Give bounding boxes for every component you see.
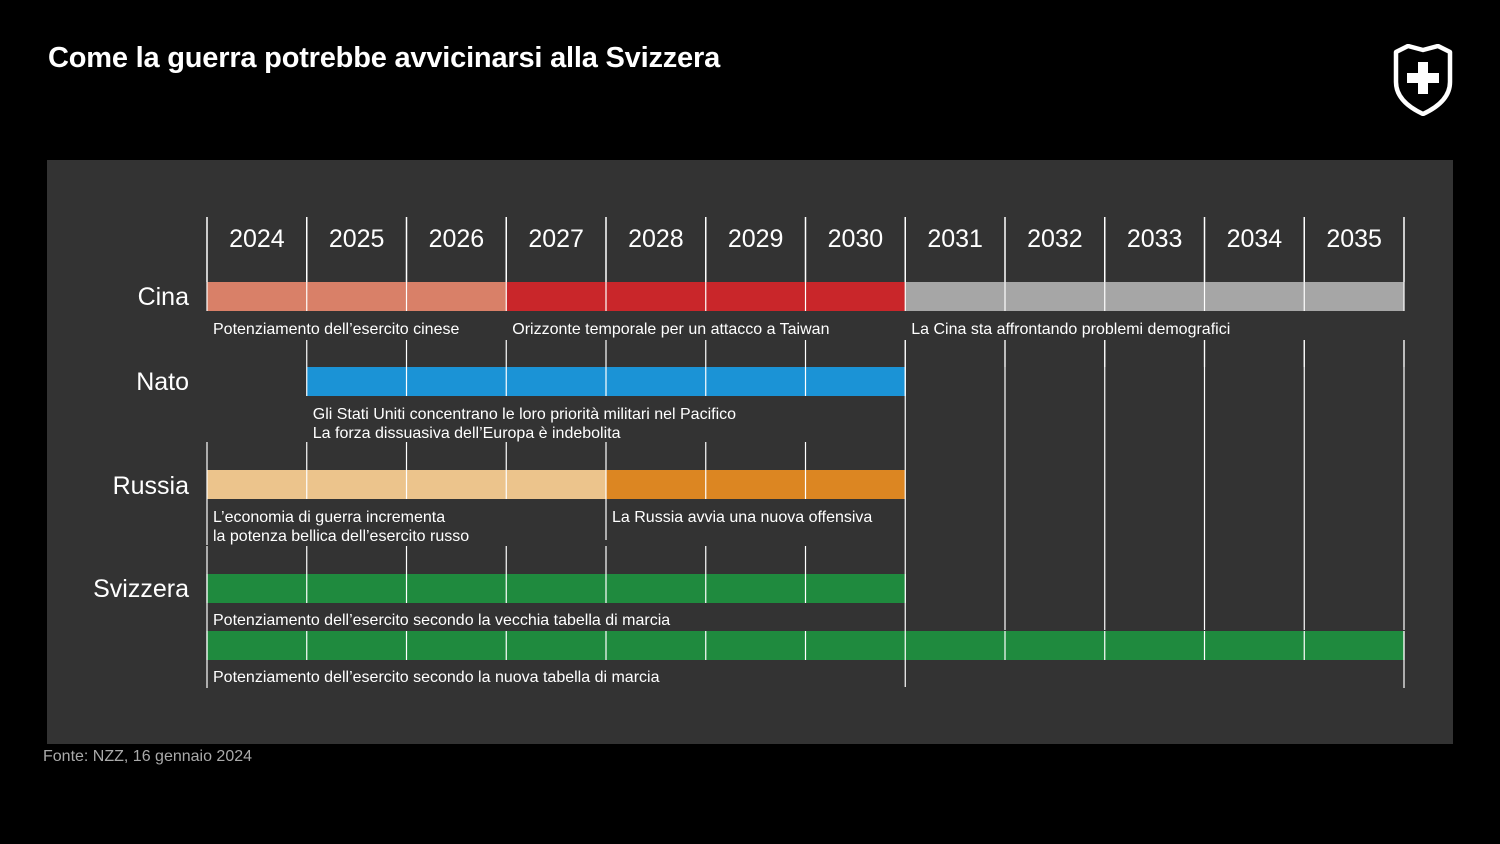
swiss-shield-cross-icon — [1390, 44, 1456, 116]
row-label: Cina — [137, 283, 189, 311]
timeline-bar — [606, 470, 905, 499]
year-label: 2035 — [1326, 225, 1382, 253]
bar-label: Potenziamento dell’esercito secondo la vecchia tabella di marcia — [213, 612, 671, 629]
year-label: 2031 — [927, 225, 983, 253]
timeline-bar — [207, 574, 905, 603]
row-label: Nato — [136, 368, 189, 396]
year-label: 2034 — [1226, 225, 1283, 253]
year-label: 2030 — [827, 225, 884, 253]
bar-label: La forza dissuasiva dell’Europa è indebolita — [312, 425, 621, 442]
bar-label: la potenza bellica dell’esercito russo — [213, 528, 470, 545]
bar-label: Potenziamento dell’esercito cinese — [213, 321, 460, 338]
year-label: 2029 — [727, 225, 784, 253]
row-label: Russia — [112, 472, 189, 500]
bar-label: La Russia avvia una nuova offensiva — [612, 509, 873, 526]
bar-label: Potenziamento dell’esercito secondo la nuova tabella di marcia — [213, 669, 660, 686]
year-label: 2027 — [528, 225, 584, 253]
bar-label: Orizzonte temporale per un attacco a Taiwan — [512, 321, 830, 338]
year-label: 2025 — [328, 225, 385, 253]
chart-title: Come la guerra potrebbe avvicinarsi alla Svizzera — [48, 42, 720, 74]
row-label: Svizzera — [93, 575, 189, 603]
bar-label: Gli Stati Uniti concentrano le loro priorità militari nel Pacifico — [312, 406, 737, 423]
year-label: 2033 — [1126, 225, 1183, 253]
bar-label: L’economia di guerra incrementa — [213, 509, 446, 526]
year-label: 2024 — [229, 225, 285, 253]
timeline-bar — [207, 282, 506, 311]
bar-label: La Cina sta affrontando problemi demografici — [911, 321, 1231, 338]
timeline-chart — [47, 160, 1453, 744]
timeline-bar — [905, 282, 1404, 311]
source-note: Fonte: NZZ, 16 gennaio 2024 — [43, 748, 253, 765]
year-label: 2026 — [428, 225, 485, 253]
year-label: 2028 — [628, 225, 684, 253]
year-label: 2032 — [1027, 225, 1083, 253]
